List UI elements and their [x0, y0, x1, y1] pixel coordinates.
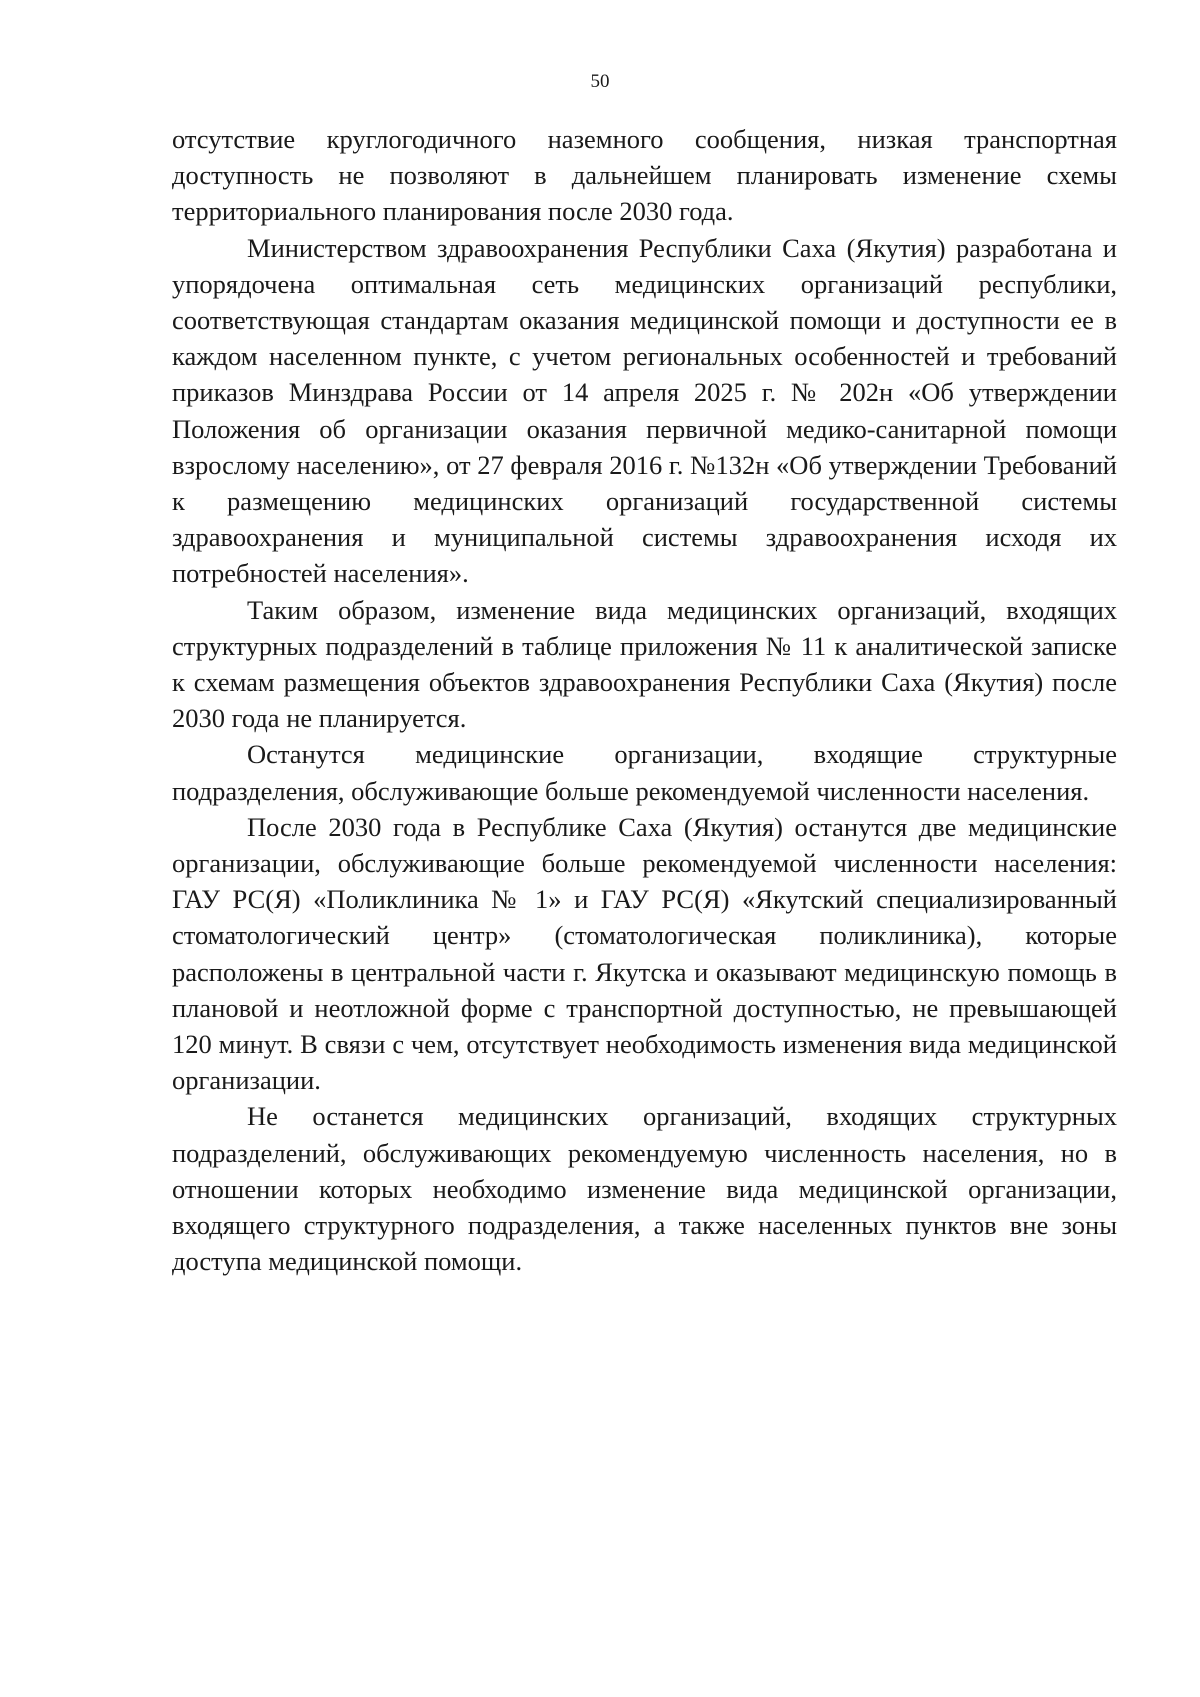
paragraph-no-change-planned: Таким образом, изменение вида медицинских организаций, входящих структурных подразделений в таблице приложения № 11 к аналитической записке к схемам размещения объектов здравоохранения Республики Саха (Якутия) после 2030 года не планируется.: [172, 594, 1117, 734]
paragraph-ministry-network: Министерством здравоохранения Республики Саха (Якутия) разработана и упорядочена оптимальная сеть медицинских организаций республики, соответствующая стандартам оказания медицинской помощи и доступности ее в каждом населенном пункте, с учетом региональных особенностей и требований приказов Минздрава России от 14 апреля 2025 г. № 202н «Об утверждении Положения об организации оказания первичной медико-санитарной помощи взрослому населению», от 27 февраля 2016 г. №132н «Об утверждении Требований к размещению медицинских организаций государственной системы здравоохранения и муниципальной системы здравоохранения исходя их потребностей населения».: [172, 232, 1117, 589]
paragraph-after-2030: После 2030 года в Республике Саха (Якутия) останутся две медицинские организации, обслуживающие больше рекомендуемой численности населения: ГАУ РС(Я) «Поликлиника № 1» и ГАУ РС(Я) «Якутский специализированный стоматологический центр» (стоматологическая поликлиника), которые расположены в центральной части г. Якутска и оказывают медицинскую помощь в плановой и неотложной форме с транспортной доступностью, не превышающей 120 минут. В связи с чем, отсутствует необходимость изменения вида медицинской организации.: [172, 811, 1117, 1096]
page-number: 50: [590, 71, 610, 92]
paragraph-continuation: отсутствие круглогодичного наземного сообщения, низкая транспортная доступность не позволяют в дальнейшем планировать изменение схемы территориального планирования после 2030 года.: [172, 124, 1117, 227]
document-body: [172, 121, 1117, 1280]
paragraph-remaining-organizations: Останутся медицинские организации, входящие структурные подразделения, обслуживающие больше рекомендуемой численности населения.: [172, 739, 1117, 806]
paragraph-no-organizations-left: Не останется медицинских организаций, входящих структурных подразделений, обслуживающих рекомендуемую численность населения, но в отношении которых необходимо изменение вида медицинской организации, входящего структурного подразделения, а также населенных пунктов вне зоны доступа медицинской помощи.: [172, 1101, 1117, 1277]
